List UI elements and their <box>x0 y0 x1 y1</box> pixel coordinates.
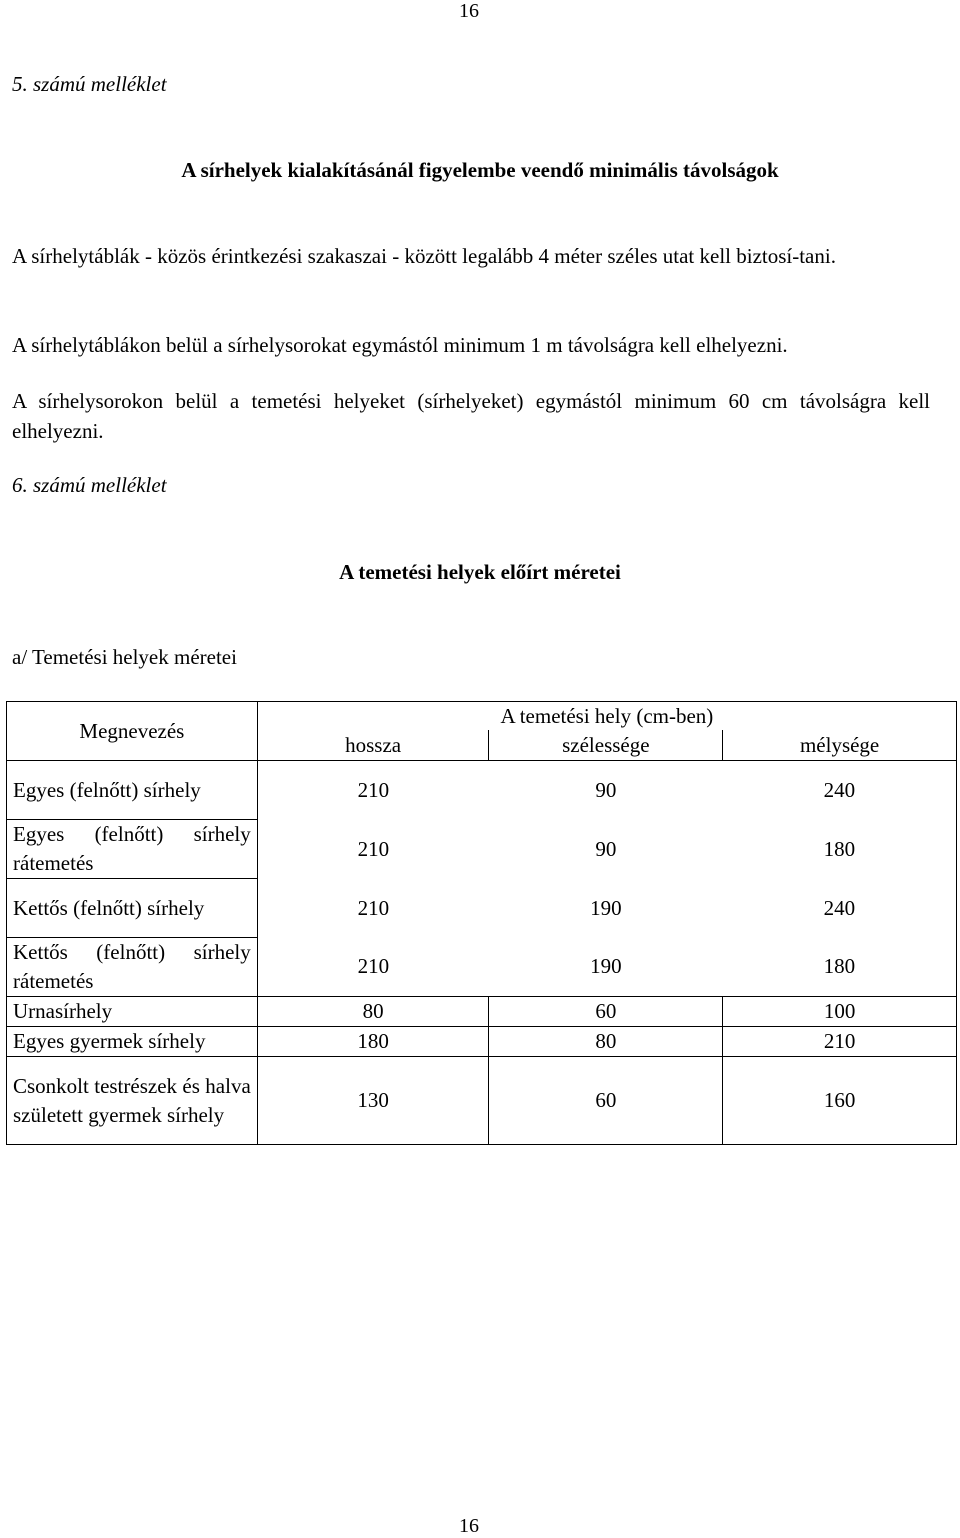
row-hossza: 210 <box>357 954 390 979</box>
row-name: Urnasírhely <box>7 997 258 1027</box>
row-name: Kettős (felnőtt) sírhely <box>7 879 258 938</box>
row-name: Kettős (felnőtt) sírhely rátemetés <box>7 938 258 997</box>
row-melysege: 180 <box>723 820 957 879</box>
row-hossza: 210 <box>357 836 390 861</box>
table-row <box>7 938 957 997</box>
dimensions-table <box>6 701 957 1145</box>
row-melysege: 100 <box>723 997 957 1027</box>
row-hossza: 80 <box>257 997 489 1027</box>
row-szelessege: 190 <box>590 895 622 920</box>
table-row <box>7 997 957 1027</box>
row-melysege: 240 <box>723 879 957 938</box>
row-name: Egyes (felnőtt) sírhely rátemetés <box>7 820 258 879</box>
page-number-top: 16 <box>459 0 479 22</box>
table-row <box>7 879 957 938</box>
paragraph-1: A sírhelytáblák - közös érintkezési szakaszai - között legalább 4 méter széles utat kell biztosí-tani. <box>12 244 836 268</box>
header-name-cell: Megnevezés <box>7 702 258 761</box>
row-melysege: 180 <box>723 938 957 997</box>
row-szelessege: 90 <box>489 761 723 820</box>
row-szelessege: 60 <box>489 1057 723 1145</box>
row-melysege: 210 <box>723 1027 957 1057</box>
page-number-bottom: 16 <box>459 1515 479 1537</box>
row-hossza: 210 <box>257 761 489 820</box>
row-szelessege: 80 <box>489 1027 723 1057</box>
table-header-row <box>7 702 957 731</box>
row-hossza: 180 <box>257 1027 489 1057</box>
section-subtitle: a/ Temetési helyek méretei <box>12 645 237 669</box>
row-szelessege: 60 <box>489 997 723 1027</box>
row-szelessege: 90 <box>595 836 617 861</box>
row-hossza: 210 <box>357 895 390 920</box>
table-row <box>7 761 957 820</box>
row-hossza: 130 <box>257 1057 489 1145</box>
row-name: Egyes (felnőtt) sírhely <box>7 761 258 820</box>
table-row <box>7 1027 957 1057</box>
header-group-cell: A temetési hely (cm-ben) <box>257 702 956 731</box>
header-szelessege: szélessége <box>489 730 723 761</box>
table-row <box>7 820 957 879</box>
row-name: Egyes gyermek sírhely <box>7 1027 258 1057</box>
annex-5-label: 5. számú melléklet <box>12 72 167 96</box>
paragraph-2: A sírhelytáblákon belül a sírhelysorokat egymástól minimum 1 m távolságra kell elhelyezni. <box>12 333 788 357</box>
row-name: Csonkolt testrészek és halva született gyermek sírhely <box>7 1057 258 1145</box>
row-melysege: 240 <box>723 761 957 820</box>
annex-5-title: A sírhelyek kialakításánál figyelembe veendő minimális távolságok <box>181 158 779 182</box>
header-hossza: hossza <box>345 733 402 757</box>
header-melysege: mélysége <box>723 730 957 761</box>
row-szelessege: 190 <box>590 954 622 979</box>
row-melysege: 160 <box>723 1057 957 1145</box>
annex-6-title: A temetési helyek előírt méretei <box>339 560 621 584</box>
paragraph-3: A sírhelysorokon belül a temetési helyeket (sírhelyeket) egymástól minimum 60 cm távolságra kell elhelyezni. <box>12 389 930 443</box>
annex-6-label: 6. számú melléklet <box>12 473 167 497</box>
table-row <box>7 1057 957 1145</box>
